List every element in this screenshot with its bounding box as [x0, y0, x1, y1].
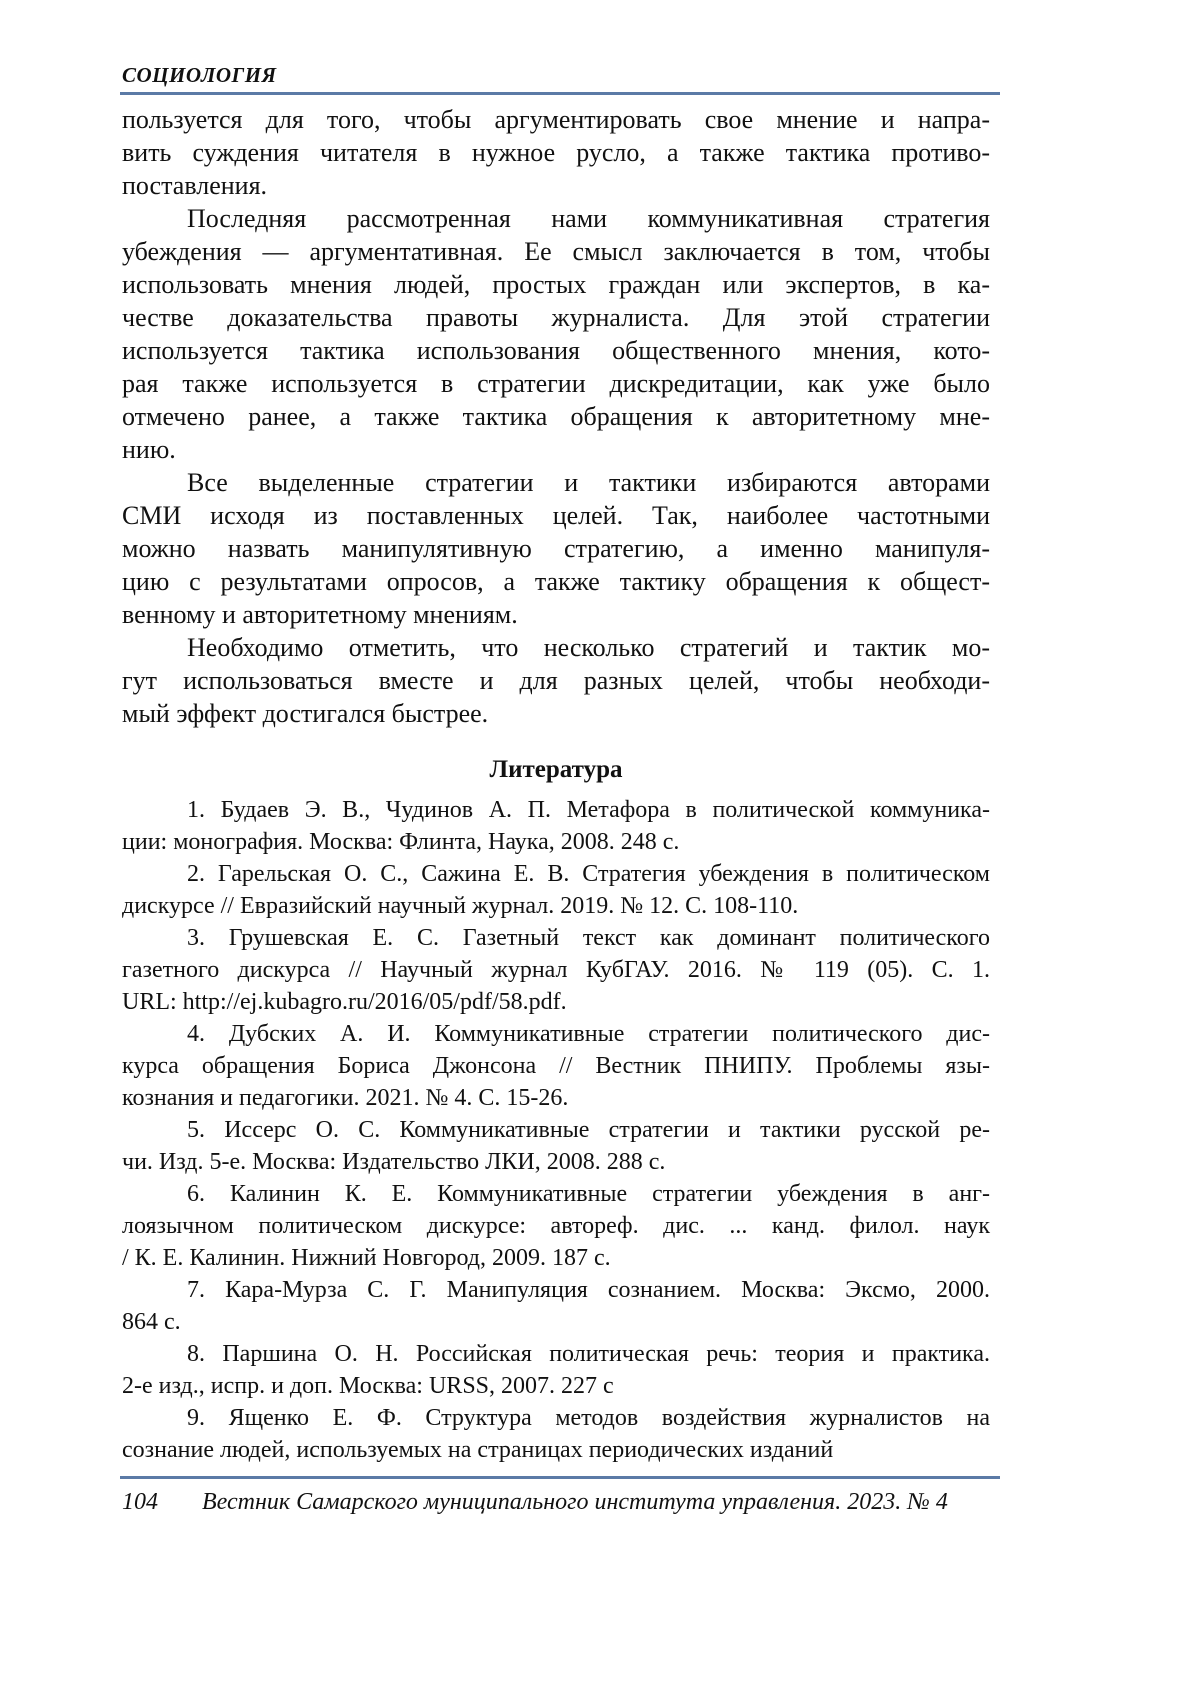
text-line: нию.: [122, 433, 990, 466]
reference-item: [122, 1178, 990, 1274]
page-footer: [122, 1487, 990, 1517]
text-line: отмечено ранее, а также тактика обращения к авторитетному мне-: [122, 400, 990, 433]
page: [0, 0, 990, 1557]
text-line: мый эффект достигался быстрее.: [122, 697, 990, 730]
text-line: газетного дискурса // Научный журнал КубГАУ. 2016. № 119 (05). С. 1.: [122, 954, 990, 986]
section-title: СОЦИОЛОГИЯ: [122, 62, 990, 88]
text-line: СМИ исходя из поставленных целей. Так, наиболее частотными: [122, 499, 990, 532]
text-line: убеждения — аргументативная. Ее смысл заключается в том, чтобы: [122, 235, 990, 268]
text-line: поставления.: [122, 169, 990, 202]
text-line: 1. Будаев Э. В., Чудинов А. П. Метафора в политической коммуника-: [122, 794, 990, 826]
text-line: 2-е изд., испр. и доп. Москва: URSS, 2007. 227 с: [122, 1370, 990, 1402]
footer-rule: [120, 1476, 1000, 1479]
reference-item: [122, 1338, 990, 1402]
text-line: кознания и педагогики. 2021. № 4. С. 15-26.: [122, 1082, 990, 1114]
text-line: 2. Гарельская О. С., Сажина Е. В. Стратегия убеждения в политическом: [122, 858, 990, 890]
text-line: 7. Кара-Мурза С. Г. Манипуляция сознанием. Москва: Эксмо, 2000.: [122, 1274, 990, 1306]
text-line: можно назвать манипулятивную стратегию, а именно манипуля-: [122, 532, 990, 565]
reference-item: [122, 1402, 990, 1466]
text-line: Последняя рассмотренная нами коммуникативная стратегия: [122, 202, 990, 235]
text-line: чи. Изд. 5-е. Москва: Издательство ЛКИ, 2008. 288 с.: [122, 1146, 990, 1178]
text-line: пользуется для того, чтобы аргументировать свое мнение и напра-: [122, 103, 990, 136]
paragraph: [122, 202, 990, 466]
text-line: Все выделенные стратегии и тактики избираются авторами: [122, 466, 990, 499]
journal-title: Вестник Самарского муниципального института управления. 2023. № 4: [202, 1487, 948, 1517]
text-line: ции: монография. Москва: Флинта, Наука, 2008. 248 с.: [122, 826, 990, 858]
text-line: венному и авторитетному мнениям.: [122, 598, 990, 631]
text-line: / К. Е. Калинин. Нижний Новгород, 2009. 187 с.: [122, 1242, 990, 1274]
references-heading: Литература: [122, 752, 990, 788]
page-content: [122, 103, 990, 1466]
text-line: 6. Калинин К. Е. Коммуникативные стратегии убеждения в анг-: [122, 1178, 990, 1210]
text-line: 9. Ященко Е. Ф. Структура методов воздействия журналистов на: [122, 1402, 990, 1434]
reference-item: [122, 1018, 990, 1114]
text-line: 864 с.: [122, 1306, 990, 1338]
reference-item: [122, 794, 990, 858]
text-line: 8. Паршина О. Н. Российская политическая речь: теория и практика.: [122, 1338, 990, 1370]
reference-item: [122, 858, 990, 922]
text-line: дискурсе // Евразийский научный журнал. 2019. № 12. С. 108-110.: [122, 890, 990, 922]
text-line: лоязычном политическом дискурсе: автореф. дис. ... канд. филол. наук: [122, 1210, 990, 1242]
paragraph: [122, 631, 990, 730]
text-line: гут использоваться вместе и для разных целей, чтобы необходи-: [122, 664, 990, 697]
reference-item: [122, 1274, 990, 1338]
text-line: Необходимо отметить, что несколько стратегий и тактик мо-: [122, 631, 990, 664]
text-line: используется тактика использования общественного мнения, кото-: [122, 334, 990, 367]
text-line: сознание людей, используемых на страницах периодических изданий: [122, 1434, 990, 1466]
text-line: рая также используется в стратегии дискредитации, как уже было: [122, 367, 990, 400]
text-line: вить суждения читателя в нужное русло, а также тактика противо-: [122, 136, 990, 169]
text-line: 4. Дубских А. И. Коммуникативные стратегии политического дис-: [122, 1018, 990, 1050]
text-line: использовать мнения людей, простых граждан или экспертов, в ка-: [122, 268, 990, 301]
page-number: 104: [122, 1487, 202, 1517]
header-rule: [120, 92, 1000, 95]
text-line: 3. Грушевская Е. С. Газетный текст как доминант политического: [122, 922, 990, 954]
reference-item: [122, 922, 990, 1018]
references-list: [122, 794, 990, 1466]
reference-item: [122, 1114, 990, 1178]
text-line: цию с результатами опросов, а также тактику обращения к общест-: [122, 565, 990, 598]
paragraph: [122, 466, 990, 631]
text-line: курса обращения Бориса Джонсона // Вестник ПНИПУ. Проблемы язы-: [122, 1050, 990, 1082]
text-line: URL: http://ej.kubagro.ru/2016/05/pdf/58.pdf.: [122, 986, 990, 1018]
paragraph: [122, 103, 990, 202]
text-line: честве доказательства правоты журналиста. Для этой стратегии: [122, 301, 990, 334]
body-text: [122, 103, 990, 730]
text-line: 5. Иссерс О. С. Коммуникативные стратегии и тактики русской ре-: [122, 1114, 990, 1146]
